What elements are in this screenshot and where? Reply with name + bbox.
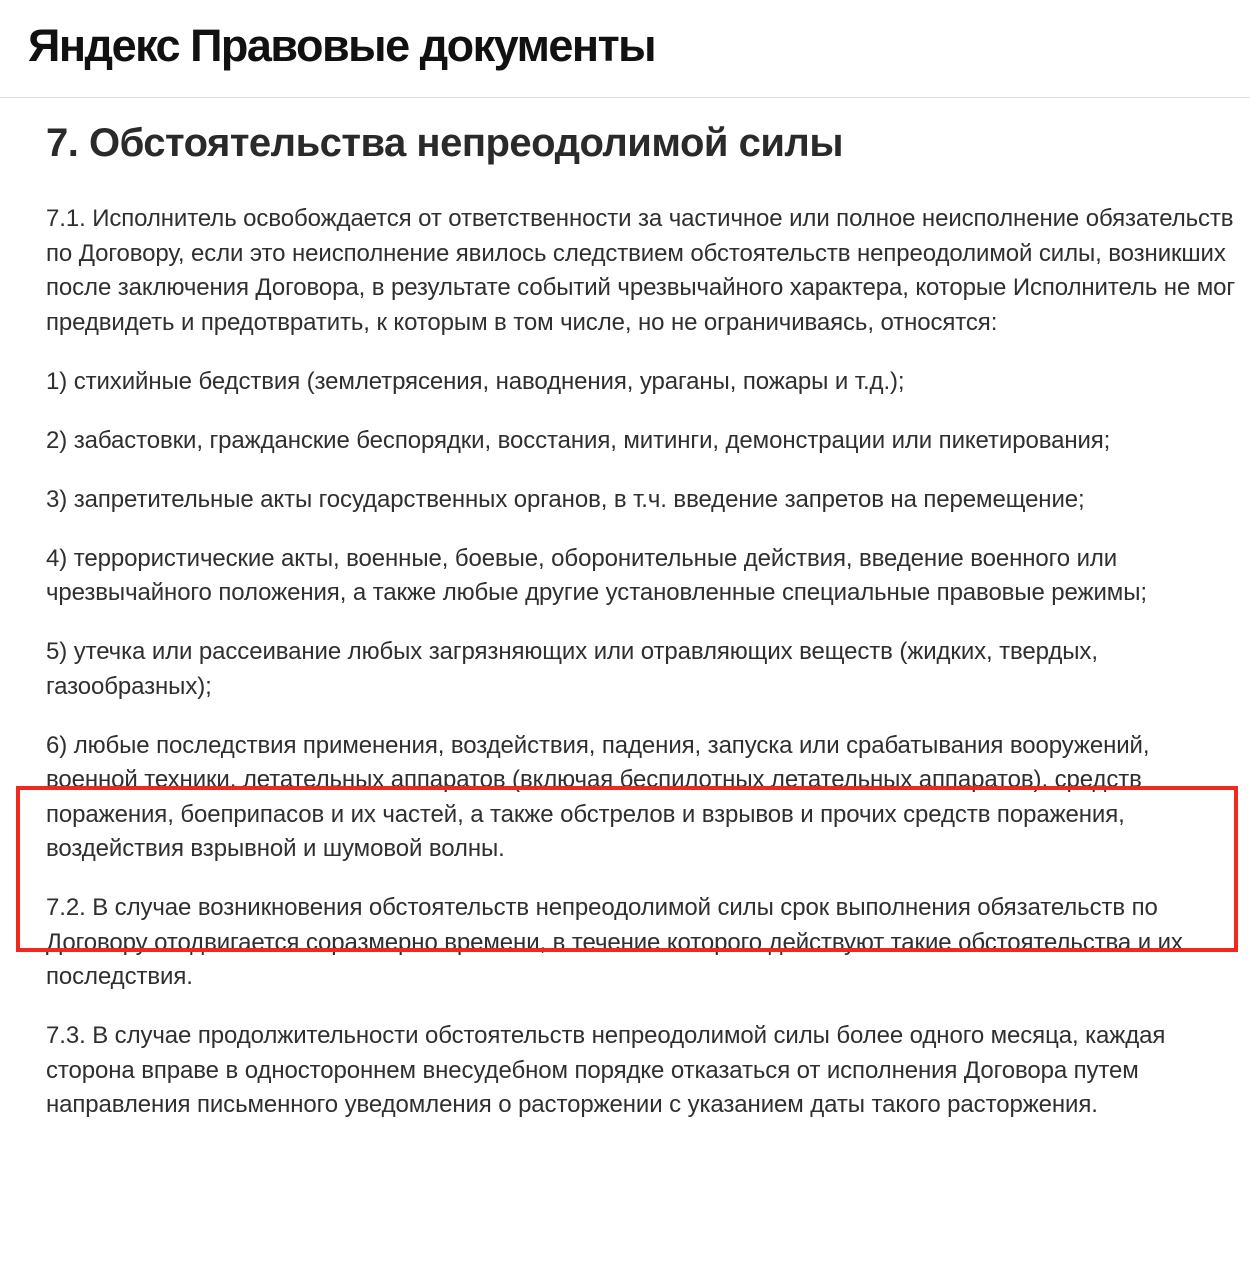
- section-title: 7. Обстоятельства непреодолимой силы: [46, 121, 843, 165]
- document-content: [46, 118, 1236, 1147]
- list-item-3: 3) запретительные акты государственных органов, в т.ч. введение запретов на перемещение;: [46, 485, 1085, 513]
- paragraph-7-2: 7.2. В случае возникновения обстоятельств непреодолимой силы срок выполнения обязательств по Договору отодвигается соразмерно времени, в течение которого действуют такие обстоятельства и их последствия.: [46, 894, 1183, 990]
- paragraph-7-3: 7.3. В случае продолжительности обстоятельств непреодолимой силы более одного месяца, каждая сторона вправе в одностороннем внесудебном порядке отказаться от исполнения Договора путем направления письменного уведомления о расторжении с указанием даты такого расторжения.: [46, 1022, 1166, 1118]
- list-item-6-highlighted: 6) любые последствия применения, воздействия, падения, запуска или срабатывания вооружений, военной техники, летательных аппаратов (включая беспилотных летательных аппаратов), средств поражения, боеприпасов и их частей, а также обстрелов и взрывов и прочих средств поражения, воздействия взрывной и шумовой волны.: [46, 731, 1150, 862]
- page-header: [0, 0, 1250, 98]
- list-item-5: 5) утечка или рассеивание любых загрязняющих или отравляющих веществ (жидких, твердых, газообразных);: [46, 638, 1098, 700]
- list-item-2: 2) забастовки, гражданские беспорядки, восстания, митинги, демонстрации или пикетирования;: [46, 426, 1111, 454]
- paragraph-7-1: 7.1. Исполнитель освобождается от ответственности за частичное или полное неисполнение обязательств по Договору, если это неисполнение явилось следствием обстоятельств непреодолимой силы, возникших после заключения Договора, в результате событий чрезвычайного характера, которые Исполнитель не мог предвидеть и предотвратить, к которым в том числе, но не ограничиваясь, относятся:: [46, 205, 1236, 336]
- list-item-1: 1) стихийные бедствия (землетрясения, наводнения, ураганы, пожары и т.д.);: [46, 367, 905, 395]
- site-brand-title[interactable]: Яндекс Правовые документы: [28, 20, 656, 71]
- list-item-4: 4) террористические акты, военные, боевые, оборонительные действия, введение военного или чрезвычайного положения, а также любые другие установленные специальные правовые режимы;: [46, 544, 1147, 606]
